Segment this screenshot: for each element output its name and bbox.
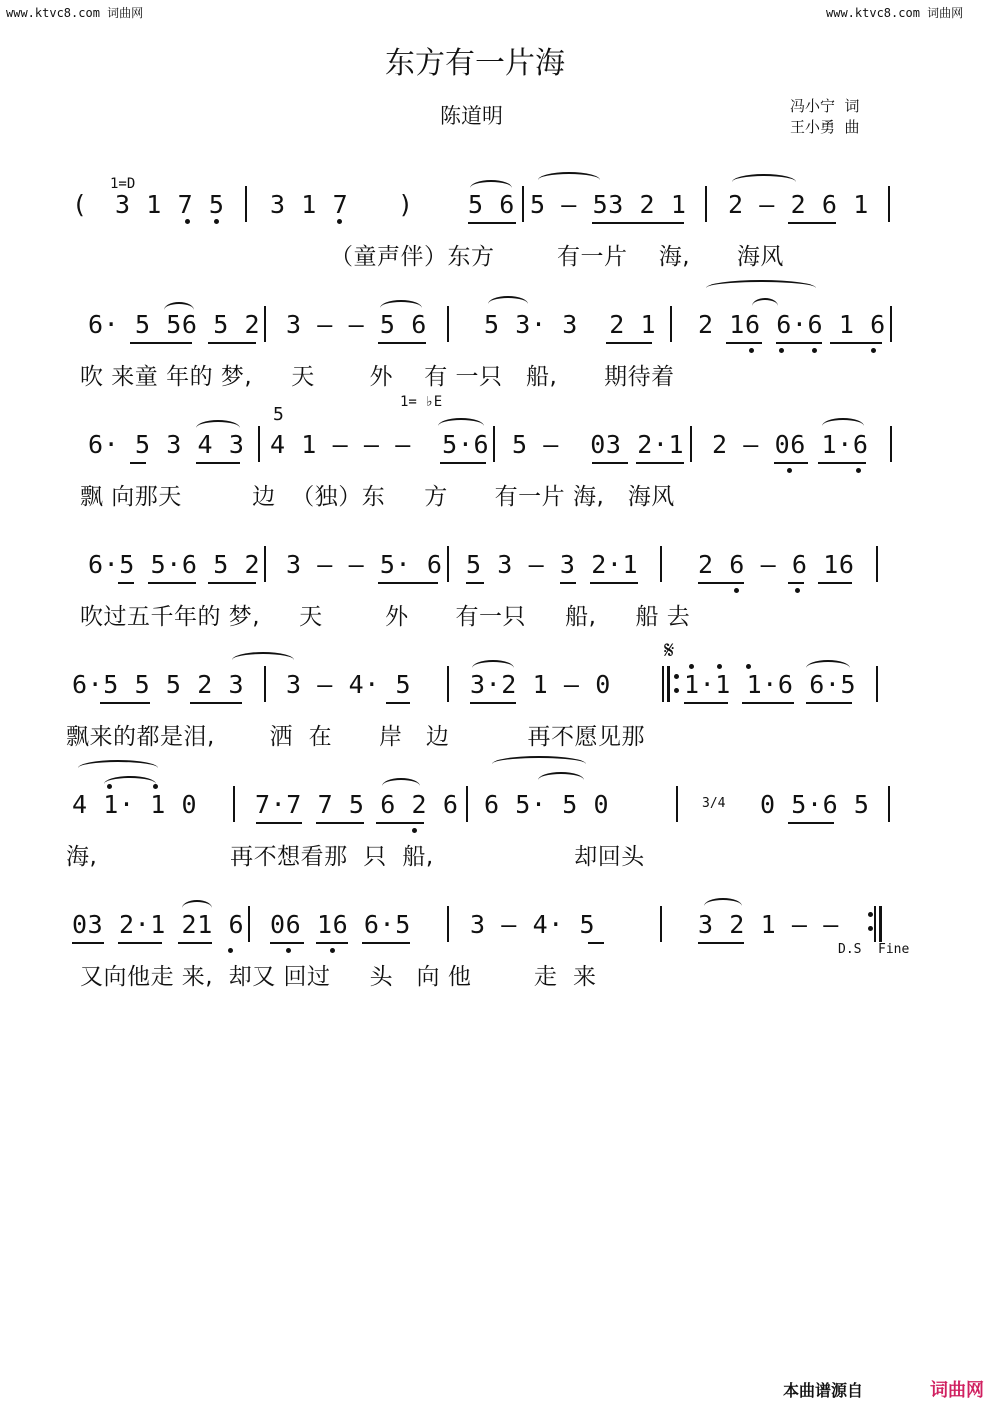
octave-dot-high bbox=[153, 784, 158, 789]
measure-notes: 6·5 5·6 5 2 bbox=[88, 550, 261, 579]
underline-beam bbox=[440, 462, 486, 464]
underline-beam bbox=[588, 942, 604, 944]
underline-beam bbox=[72, 942, 104, 944]
measure-notes: 2 16 6·6 1 6 bbox=[698, 310, 886, 339]
barline bbox=[264, 306, 266, 342]
lyric-line: 飘 向那天 边 （独）东 方 有一片 海, 海风 bbox=[80, 484, 675, 510]
lyric-line: 吹 来童 年的 梦, 天 外 有 一只 船, 期待着 bbox=[80, 364, 675, 390]
underline-beam bbox=[208, 582, 256, 584]
underline-beam bbox=[316, 942, 348, 944]
barline bbox=[890, 426, 892, 462]
site-watermark-left: www.ktvc8.com 词曲网 bbox=[6, 6, 144, 20]
slur bbox=[470, 180, 512, 196]
singer-name: 陈道明 bbox=[440, 104, 503, 128]
measure-notes: 1·1 1·6 6·5 bbox=[684, 670, 857, 699]
underline-beam bbox=[742, 702, 794, 704]
octave-dot bbox=[412, 828, 417, 833]
slur bbox=[492, 756, 586, 772]
lyricist-credit: 冯小宁 词 bbox=[790, 97, 860, 115]
barline bbox=[660, 906, 662, 942]
measure-notes: 4 1 – – – 5·6 bbox=[270, 430, 490, 459]
slur bbox=[732, 174, 796, 190]
measure-notes: 3 1 7 5 bbox=[115, 190, 225, 219]
slur bbox=[438, 418, 484, 434]
measure-notes: 5 6 bbox=[468, 190, 515, 219]
repeat-dot bbox=[868, 926, 873, 931]
underline-beam bbox=[592, 222, 684, 224]
repeat-dot bbox=[674, 688, 679, 693]
underline-beam bbox=[178, 942, 212, 944]
slur bbox=[806, 660, 850, 676]
octave-dot bbox=[337, 219, 342, 224]
barline bbox=[890, 306, 892, 342]
underline-beam bbox=[788, 582, 804, 584]
octave-dot-high bbox=[746, 664, 751, 669]
underline-beam bbox=[590, 582, 638, 584]
underline-beam bbox=[118, 942, 162, 944]
underline-beam bbox=[190, 702, 242, 704]
barline bbox=[447, 906, 449, 942]
repeat-barline bbox=[662, 666, 664, 702]
repeat-barline-thick bbox=[879, 906, 882, 942]
underline-beam bbox=[818, 462, 866, 464]
octave-dot bbox=[795, 588, 800, 593]
octave-dot bbox=[812, 348, 817, 353]
underline-beam bbox=[130, 342, 192, 344]
measure-notes: 03 2·1 21 6 bbox=[72, 910, 245, 939]
barline bbox=[245, 186, 247, 222]
barline bbox=[264, 666, 266, 702]
underline-beam bbox=[378, 342, 426, 344]
slur bbox=[196, 420, 240, 436]
measure-notes: 5 3· 3 2 1 bbox=[484, 310, 657, 339]
source-note: 本曲谱源自 bbox=[783, 1381, 864, 1400]
underline-beam bbox=[470, 702, 516, 704]
underline-beam bbox=[100, 702, 150, 704]
brand-logo: 词曲网 bbox=[930, 1380, 984, 1401]
slur bbox=[232, 652, 294, 668]
ds-marking: D.S bbox=[838, 942, 862, 957]
barline bbox=[258, 426, 260, 462]
lyric-line: 又向他走 来, 却又 回过 头 向 他 走 来 bbox=[80, 964, 597, 990]
slur bbox=[78, 760, 158, 776]
measure-notes: 3 – – 5 6 bbox=[286, 310, 427, 339]
site-watermark-right: www.ktvc8.com 词曲网 bbox=[826, 6, 964, 20]
underline-beam bbox=[256, 822, 302, 824]
repeat-dot bbox=[674, 674, 679, 679]
barline bbox=[447, 546, 449, 582]
octave-dot bbox=[749, 348, 754, 353]
underline-beam bbox=[830, 342, 882, 344]
measure-notes: 4 1· 1 0 bbox=[72, 790, 198, 819]
measure-notes: 5 – 03 2·1 bbox=[512, 430, 685, 459]
underline-beam bbox=[386, 702, 410, 704]
octave-dot bbox=[779, 348, 784, 353]
underline-beam bbox=[196, 462, 240, 464]
slur bbox=[706, 280, 816, 296]
underline-beam bbox=[788, 822, 834, 824]
measure-notes: 5 – 53 2 1 bbox=[530, 190, 687, 219]
underline-beam bbox=[774, 462, 808, 464]
underline-beam bbox=[362, 942, 410, 944]
barline bbox=[676, 786, 678, 822]
underline-beam bbox=[698, 582, 744, 584]
measure-notes: 6· 5 56 5 2 bbox=[88, 310, 261, 339]
lyric-line: （童声伴）东方 有一片 海, 海风 bbox=[330, 244, 784, 270]
barline bbox=[264, 546, 266, 582]
octave-dot bbox=[228, 948, 233, 953]
barline bbox=[233, 786, 235, 822]
barline bbox=[876, 546, 878, 582]
underline-beam bbox=[636, 462, 684, 464]
key-change: 1= ♭E bbox=[400, 394, 443, 410]
barline bbox=[888, 186, 890, 222]
slur bbox=[164, 302, 194, 318]
octave-dot bbox=[214, 219, 219, 224]
octave-dot bbox=[286, 948, 291, 953]
slur bbox=[488, 296, 528, 312]
barline bbox=[466, 786, 468, 822]
repeat-dot bbox=[868, 912, 873, 917]
measure-notes: 06 16 6·5 bbox=[270, 910, 411, 939]
measure-notes: 3 – 4· 5 bbox=[286, 670, 412, 699]
underline-beam bbox=[592, 462, 628, 464]
octave-dot bbox=[330, 948, 335, 953]
underline-beam bbox=[376, 822, 424, 824]
barline bbox=[493, 426, 495, 462]
barline bbox=[670, 306, 672, 342]
octave-dot bbox=[185, 219, 190, 224]
slur bbox=[822, 418, 864, 434]
octave-dot-high bbox=[689, 664, 694, 669]
measure-notes: 2 – 06 1·6 bbox=[712, 430, 869, 459]
underline-beam bbox=[684, 702, 728, 704]
barline bbox=[447, 306, 449, 342]
lyric-line: 飘来的都是泪, 洒 在 岸 边 再不愿见那 bbox=[66, 724, 646, 750]
underline-beam bbox=[606, 342, 652, 344]
measure-notes: 0 5·6 5 bbox=[760, 790, 870, 819]
composer-credit: 王小勇 曲 bbox=[790, 118, 860, 136]
barline bbox=[660, 546, 662, 582]
lyric-line: 吹过五千年的 梦, 天 外 有一只 船, 船 去 bbox=[80, 604, 691, 630]
lyric-line: 海, 再不想看那 只 船, 却回头 bbox=[66, 844, 645, 870]
underline-beam bbox=[468, 222, 516, 224]
underline-beam bbox=[148, 582, 196, 584]
measure-notes: 2 6 – 6 16 bbox=[698, 550, 855, 579]
barline bbox=[447, 666, 449, 702]
barline bbox=[522, 186, 524, 222]
modulation-number: 5 bbox=[273, 404, 284, 425]
measure-notes: 6 5· 5 0 bbox=[484, 790, 610, 819]
barline bbox=[248, 906, 250, 942]
octave-dot-high bbox=[717, 664, 722, 669]
song-title: 东方有一片海 bbox=[385, 46, 565, 81]
barline bbox=[705, 186, 707, 222]
underline-beam bbox=[776, 342, 822, 344]
measure-notes: 3 1 7 bbox=[270, 190, 349, 219]
octave-dot bbox=[856, 468, 861, 473]
octave-dot bbox=[734, 588, 739, 593]
close-paren: ) bbox=[398, 190, 414, 219]
segno-icon: 𝄋 bbox=[664, 636, 675, 664]
underline-beam bbox=[806, 702, 852, 704]
barline bbox=[888, 786, 890, 822]
open-paren: ( bbox=[72, 190, 88, 219]
octave-dot bbox=[871, 348, 876, 353]
measure-notes: 5 3 – 3 2·1 bbox=[466, 550, 639, 579]
barline bbox=[876, 666, 878, 702]
slur bbox=[752, 298, 778, 314]
underline-beam bbox=[818, 582, 852, 584]
underline-beam bbox=[316, 822, 364, 824]
slur bbox=[704, 898, 742, 914]
underline-beam bbox=[698, 942, 744, 944]
measure-notes: 3 – 4· 5 bbox=[470, 910, 596, 939]
underline-beam bbox=[378, 582, 438, 584]
slur bbox=[538, 172, 600, 188]
fine-marking: Fine bbox=[878, 942, 910, 957]
measure-notes: 6·5 5 5 2 3 bbox=[72, 670, 245, 699]
octave-dot bbox=[787, 468, 792, 473]
time-signature: 3/4 bbox=[702, 796, 726, 811]
underline-beam bbox=[130, 462, 146, 464]
repeat-barline bbox=[874, 906, 876, 942]
measure-notes: 3 2 1 – – bbox=[698, 910, 839, 939]
measure-notes: 6· 5 3 4 3 bbox=[88, 430, 245, 459]
measure-notes: 7·7 7 5 6 2 6 bbox=[255, 790, 459, 819]
underline-beam bbox=[466, 582, 484, 584]
slur bbox=[382, 778, 420, 794]
slur bbox=[380, 300, 422, 316]
underline-beam bbox=[788, 222, 836, 224]
repeat-barline-thick bbox=[667, 666, 670, 702]
underline-beam bbox=[270, 942, 304, 944]
underline-beam bbox=[208, 342, 256, 344]
measure-notes: 2 – 2 6 1 bbox=[728, 190, 869, 219]
underline-beam bbox=[560, 582, 576, 584]
underline-beam bbox=[726, 342, 762, 344]
slur bbox=[182, 900, 212, 916]
slur bbox=[472, 660, 514, 676]
octave-dot-high bbox=[107, 784, 112, 789]
slur bbox=[104, 776, 156, 792]
underline-beam bbox=[118, 582, 134, 584]
measure-notes: 3·2 1 – 0 bbox=[470, 670, 611, 699]
slur bbox=[538, 772, 584, 788]
barline bbox=[690, 426, 692, 462]
key-signature: 1=D bbox=[110, 176, 136, 192]
measure-notes: 3 – – 5· 6 bbox=[286, 550, 443, 579]
